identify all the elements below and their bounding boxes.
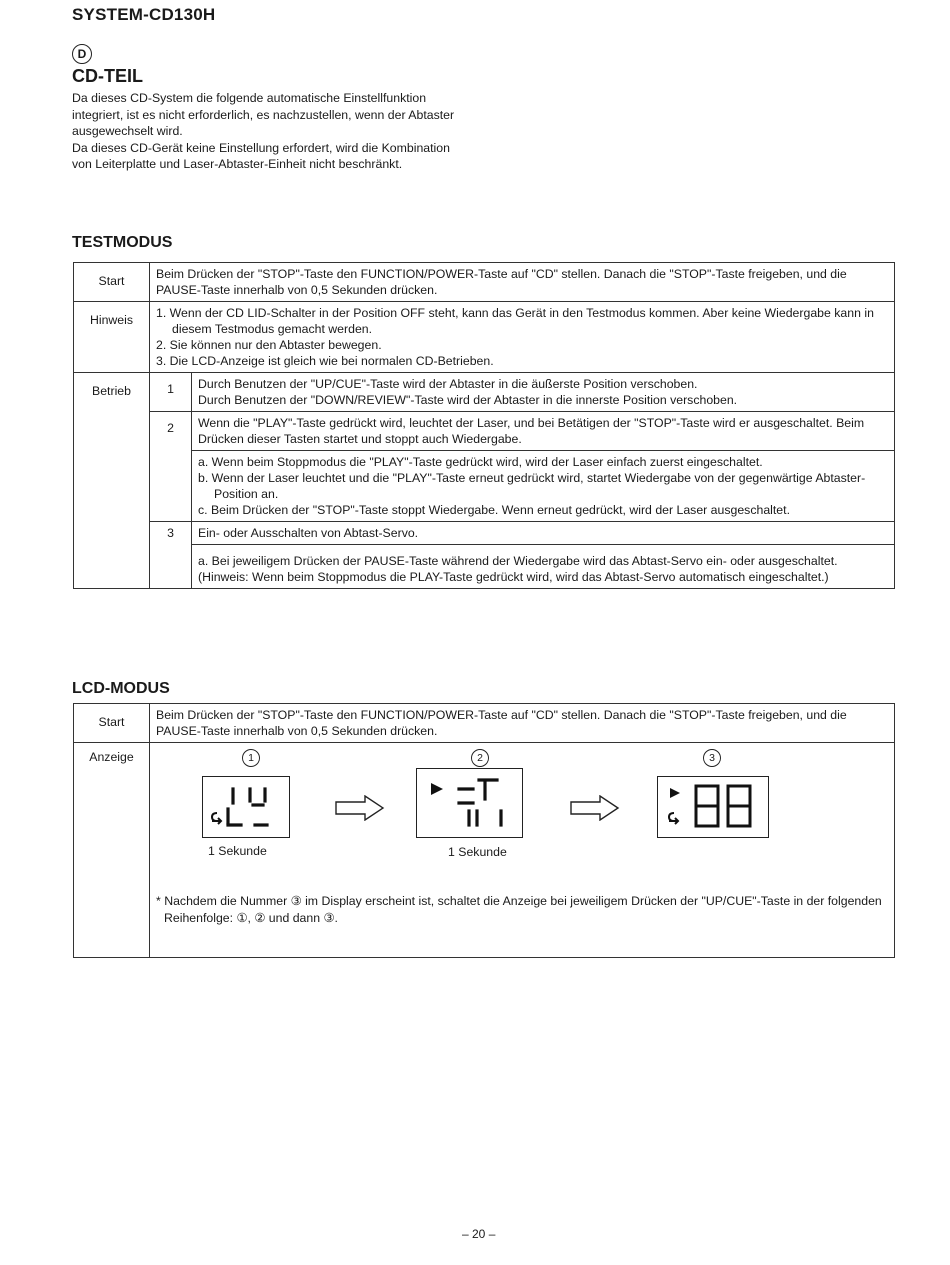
start-instructions: Beim Drücken der "STOP"-Taste den FUNCTION/POWER-Taste auf "CD" stellen. Danach die "STOP"-Taste freigeben, und die PAUSE-Taste innerhalb von 0,5 Sekunden drücken. (150, 704, 895, 743)
arrow-right-icon (570, 795, 620, 821)
lcd-segments-icon (658, 777, 768, 837)
list-item: a. Bei jeweiligem Drücken der PAUSE-Taste während der Wiedergabe wird das Abtast-Servo ein- oder ausgeschaltet. (198, 554, 838, 568)
section-title-testmodus: TESTMODUS (72, 234, 173, 251)
step-text: Wenn die "PLAY"-Taste gedrückt wird, leuchtet der Laser, und bei Betätigen der "STOP"-Taste wird er ausgeschaltet. Beim Drücken dieser Tasten startet und stoppt auch Wiedergabe. (192, 412, 895, 451)
lcd-display-3 (657, 776, 769, 838)
hinweis-notes (150, 302, 895, 373)
step-subitems (192, 545, 895, 589)
list-item: a. Wenn beim Stoppmodus die "PLAY"-Taste gedrückt wird, wird der Laser einfach zuerst eingeschaltet. (198, 455, 763, 469)
table-row (74, 302, 895, 373)
row-label-start: Start (74, 263, 150, 302)
row-label-hinweis: Hinweis (74, 302, 150, 373)
step-text (192, 373, 895, 412)
step-text: Ein- oder Ausschalten von Abtast-Servo. (192, 522, 895, 545)
intro-paragraph: Da dieses CD-System die folgende automatische Einstellfunktion integriert, ist es nicht erforderlich, es nachzustellen, wenn der Abtaster ausgewechselt wird. (72, 91, 455, 138)
step-number: 2 (150, 412, 192, 522)
step-line: Durch Benutzen der "DOWN/REVIEW"-Taste wird der Abtaster in die innerste Position verschoben. (198, 393, 738, 407)
language-badge: D (72, 44, 92, 64)
row-label-betrieb: Betrieb (74, 373, 150, 589)
table-row (74, 704, 895, 743)
display-caption: 1 Sekunde (448, 845, 507, 859)
table-row (74, 263, 895, 302)
section-title-lcd-modus: LCD-MODUS (72, 680, 170, 697)
list-item: b. Wenn der Laser leuchtet und die "PLAY"-Taste erneut gedrückt wird, startet Wiedergabe von der gegenwärtige Abtaster-Position an. (198, 471, 866, 501)
table-row (74, 412, 895, 451)
step-subitems (192, 451, 895, 522)
display-caption: 1 Sekunde (208, 844, 267, 858)
list-item: c. Beim Drücken der "STOP"-Taste stoppt Wiedergabe. Wenn erneut gedrückt, wird der Laser ausgeschaltet. (198, 503, 790, 517)
display-sequence (150, 743, 895, 958)
step-line: Durch Benutzen der "UP/CUE"-Taste wird der Abtaster in die äußerste Position verschoben. (198, 377, 698, 391)
row-label-anzeige: Anzeige (74, 743, 150, 958)
step-number: 1 (150, 373, 192, 412)
arrow-right-icon (335, 795, 385, 821)
model-header: SYSTEM-CD130H (72, 5, 216, 24)
lcd-modus-table (73, 703, 895, 958)
sequence-marker: 3 (703, 749, 721, 767)
lcd-footnote: * Nachdem die Nummer ③ im Display erscheint ist, schaltet die Anzeige bei jeweiligem Drücken der "UP/CUE"-Taste in der folgenden Reihenfolge: ①, ② und dann ③. (156, 894, 882, 925)
section-title-cd-teil: CD-TEIL (72, 66, 143, 86)
testmodus-table (73, 262, 895, 589)
sequence-marker: 2 (471, 749, 489, 767)
list-item: 1. Wenn der CD LID-Schalter in der Position OFF steht, kann das Gerät in den Testmodus kommen. Aber keine Wiedergabe kann in diesem Testmodus gemacht werden. (156, 306, 874, 336)
table-row (74, 545, 895, 589)
list-item: 3. Die LCD-Anzeige ist gleich wie bei normalen CD-Betrieben. (156, 354, 494, 368)
step-note: (Hinweis: Wenn beim Stoppmodus die PLAY-Taste gedrückt wird, wird das Abtast-Servo automatisch eingeschaltet.) (198, 570, 829, 584)
intro-text (72, 90, 472, 173)
lcd-display-1 (202, 776, 290, 838)
row-label-start: Start (74, 704, 150, 743)
lcd-segments-icon (203, 777, 289, 837)
table-row (74, 451, 895, 522)
list-item: 2. Sie können nur den Abtaster bewegen. (156, 338, 382, 352)
table-row (74, 522, 895, 545)
sequence-marker: 1 (242, 749, 260, 767)
intro-paragraph: Da dieses CD-Gerät keine Einstellung erfordert, wird die Kombination von Leiterplatte und Laser-Abtaster-Einheit nicht beschränkt. (72, 140, 450, 171)
table-row (74, 373, 895, 412)
start-instructions: Beim Drücken der "STOP"-Taste den FUNCTION/POWER-Taste auf "CD" stellen. Danach die "STOP"-Taste freigeben, und die PAUSE-Taste innerhalb von 0,5 Sekunden drücken. (150, 263, 895, 302)
lcd-display-2 (416, 768, 523, 838)
page-number: – 20 – (462, 1227, 496, 1241)
step-number: 3 (150, 522, 192, 589)
table-row (74, 743, 895, 958)
lcd-segments-icon (417, 769, 522, 837)
